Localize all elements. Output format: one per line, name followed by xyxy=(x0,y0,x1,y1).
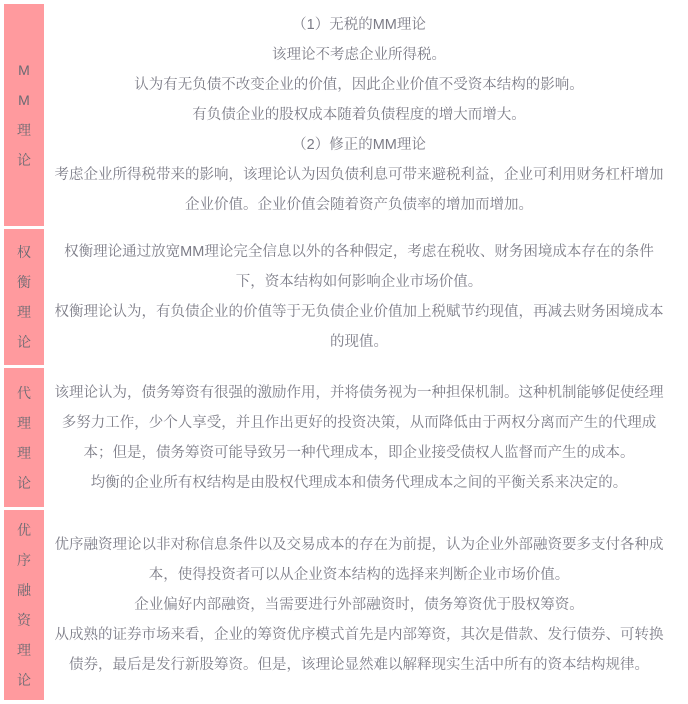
table-row xyxy=(4,368,668,506)
row-label-char: M xyxy=(18,92,30,108)
paragraph: 有负债企业的股权成本随着负债程度的增大而增大。 xyxy=(192,107,526,123)
paragraph: （1）无税的MM理论 xyxy=(292,17,426,33)
paragraph: 企业偏好内部融资，当需要进行外部融资时，债务筹资优于股权筹资。 xyxy=(134,596,584,613)
paragraph: 权衡理论通过放宽MM理论完全信息以外的各种假定，考虑在税收、财务困境成本存在的条件下，资本结构如何影响企业市场价值。 xyxy=(64,244,654,291)
row-label-char: 序 xyxy=(17,551,31,568)
row-label-char: 理 xyxy=(17,122,31,138)
paragraph: （2）修正的MM理论 xyxy=(292,137,426,153)
paragraph: 优序融资理论以非对称信息条件以及交易成本的存在为前提，认为企业外部融资要多支付各种成本，使得投资者可以从企业资本结构的选择来判断企业市场价值。 xyxy=(54,536,664,583)
row-content-pecking-order-theory xyxy=(44,510,668,700)
row-content-tradeoff-theory xyxy=(44,229,668,365)
table-row xyxy=(4,229,668,365)
row-label-char: 融 xyxy=(17,581,31,598)
paragraph: 该理论不考虑企业所得税。 xyxy=(272,47,446,63)
paragraph: 均衡的企业所有权结构是由股权代理成本和债务代理成本之间的平衡关系来决定的。 xyxy=(90,474,628,491)
row-label-char: 衡 xyxy=(17,274,31,291)
row-label-pecking-order-theory xyxy=(4,510,44,700)
paragraph: 从成熟的证券市场来看，企业的筹资优序模式首先是内部筹资，其次是借款、发行债券、可转换债券，最后是发行新股筹资。但是，该理论显然难以解释现实生活中所有的资本结构规律。 xyxy=(54,626,664,673)
row-label-char: 论 xyxy=(17,474,31,491)
row-label-char: M xyxy=(18,62,30,78)
paragraph: 权衡理论认为，有负债企业的价值等于无负债企业价值加上税赋节约现值，再减去财务困境成本的现值。 xyxy=(54,304,664,351)
row-label-char: 论 xyxy=(17,334,31,351)
paragraph: 考虑企业所得税带来的影响，该理论认为因负债利息可带来避税利益，企业可利用财务杠杆增加企业价值。企业价值会随着资产负债率的增加而增加。 xyxy=(54,167,664,213)
row-label-char: 论 xyxy=(17,152,31,168)
row-content-agency-theory xyxy=(44,368,668,506)
row-label-mm-theory xyxy=(4,4,44,226)
row-label-char: 理 xyxy=(17,641,31,658)
row-content-mm-theory xyxy=(44,4,668,226)
row-label-char: 理 xyxy=(17,444,31,461)
paragraph: 该理论认为，债务筹资有很强的激励作用，并将债务视为一种担保机制。这种机制能够促使经理多努力工作，少个人享受，并且作出更好的投资决策，从而降低由于两权分离而产生的代理成本；但是，债务筹资可能导致另一种代理成本，即企业接受债权人监督而产生的成本。 xyxy=(54,384,664,461)
row-label-char: 代 xyxy=(17,384,31,401)
row-label-char: 资 xyxy=(17,611,31,628)
row-label-char: 理 xyxy=(17,414,31,431)
table-row xyxy=(4,510,668,700)
table-row xyxy=(4,4,668,226)
row-label-agency-theory xyxy=(4,368,44,506)
row-label-char: 论 xyxy=(17,671,31,688)
row-label-char: 权 xyxy=(17,244,31,261)
row-label-tradeoff-theory xyxy=(4,229,44,365)
row-label-char: 优 xyxy=(17,521,31,538)
paragraph: 认为有无负债不改变企业的价值，因此企业价值不受资本结构的影响。 xyxy=(134,77,584,93)
row-label-char: 理 xyxy=(17,304,31,321)
